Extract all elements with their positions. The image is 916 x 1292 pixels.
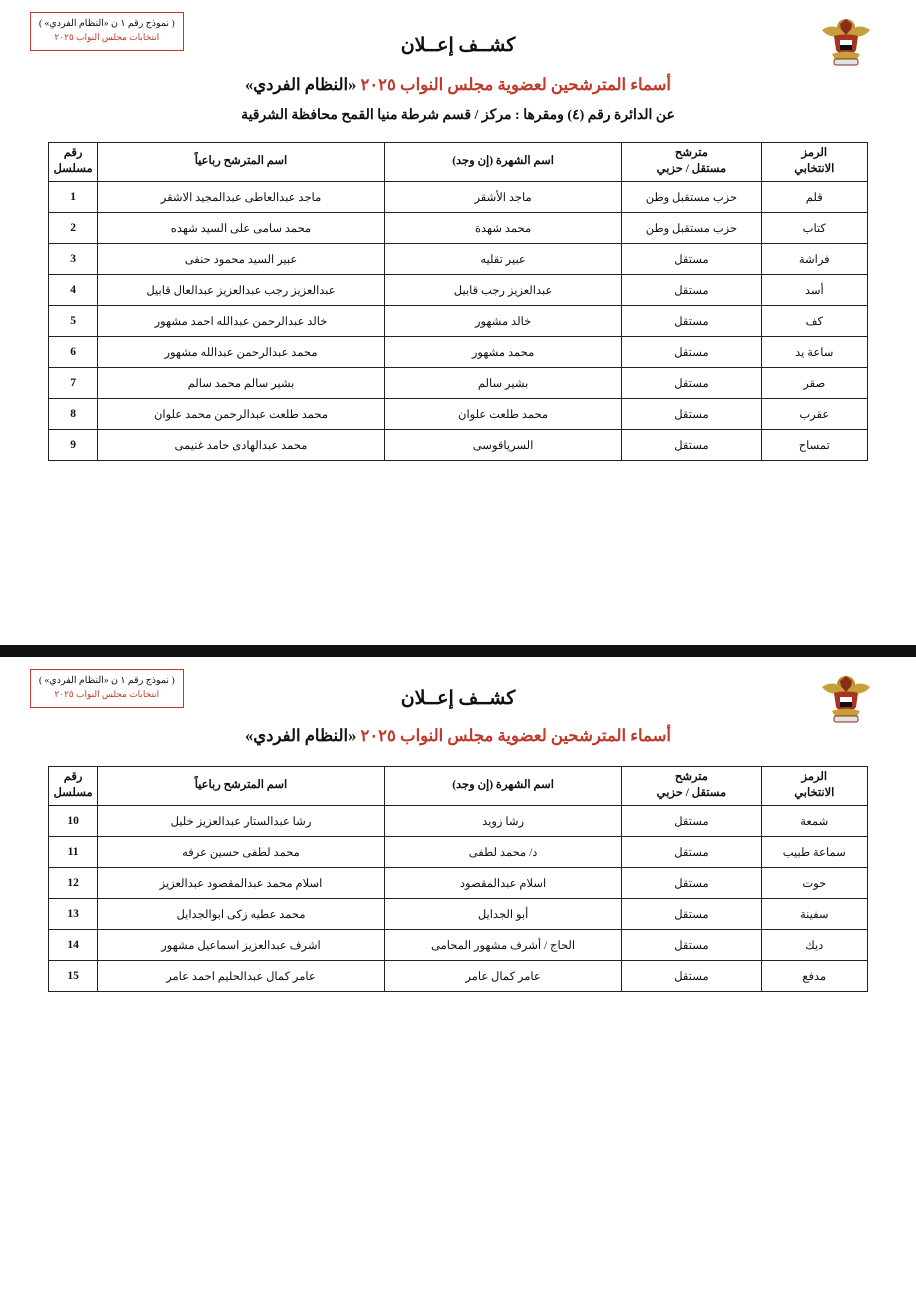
cell-name: محمد عبدالرحمن عبدالله مشهور — [98, 337, 385, 368]
cell-symbol: مدفع — [761, 961, 867, 992]
candidates-table-2 — [48, 766, 868, 992]
cell-symbol: قلم — [761, 182, 867, 213]
cell-name: محمد لطفى حسين عرفه — [98, 837, 385, 868]
cell-name: محمد طلعت عبدالرحمن محمد علوان — [98, 399, 385, 430]
table-row — [49, 244, 868, 275]
cell-fame: محمد طلعت علوان — [384, 399, 622, 430]
cell-name: رشا عبدالستار عبدالعزيز خليل — [98, 806, 385, 837]
cell-number: 5 — [49, 306, 98, 337]
cell-name: بشير سالم محمد سالم — [98, 368, 385, 399]
cell-fame: اسلام عبدالمقصود — [384, 868, 622, 899]
cell-name: اشرف عبدالعزيز اسماعيل مشهور — [98, 930, 385, 961]
cell-symbol: سماعة طبيب — [761, 837, 867, 868]
table-row — [49, 837, 868, 868]
col-header-symbol — [761, 143, 867, 182]
document-page-1 — [0, 0, 916, 645]
cell-symbol: سفينة — [761, 899, 867, 930]
cell-affiliation: مستقل — [622, 306, 761, 337]
page-separator — [0, 645, 916, 657]
cell-fame: ماجد الأشقر — [384, 182, 622, 213]
table-row — [49, 930, 868, 961]
table-header-row — [49, 143, 868, 182]
page-subtitle — [0, 75, 916, 95]
cell-fame: الحاج / أشرف مشهور المحامى — [384, 930, 622, 961]
col-header-name: اسم المترشح رباعياً — [98, 143, 385, 182]
cell-number: 4 — [49, 275, 98, 306]
cell-affiliation: حزب مستقبل وطن — [622, 213, 761, 244]
col-header-fame: اسم الشهرة (إن وجد) — [384, 143, 622, 182]
col-header-symbol-line1: الرمز — [801, 771, 828, 784]
cell-number: 8 — [49, 399, 98, 430]
col-header-affiliation — [622, 143, 761, 182]
document-page-2 — [0, 657, 916, 1292]
cell-symbol: كف — [761, 306, 867, 337]
cell-affiliation: مستقل — [622, 899, 761, 930]
table-row — [49, 337, 868, 368]
table-row — [49, 275, 868, 306]
cell-affiliation: مستقل — [622, 806, 761, 837]
cell-name: عبير السيد محمود حنفى — [98, 244, 385, 275]
cell-name: خالد عبدالرحمن عبدالله احمد مشهور — [98, 306, 385, 337]
col-header-affiliation-line1: مترشح — [674, 147, 708, 160]
table-row — [49, 306, 868, 337]
col-header-affiliation-line1: مترشح — [674, 771, 708, 784]
page-subtitle-red: أسماء المترشحين لعضوية مجلس النواب ٢٠٢٥ — [360, 75, 671, 94]
cell-number: 15 — [49, 961, 98, 992]
col-header-number-line2: مسلسل — [53, 787, 93, 799]
col-header-affiliation — [622, 767, 761, 806]
page-title: كشــف إعــلان — [400, 688, 516, 709]
cell-symbol: ساعة يد — [761, 337, 867, 368]
col-header-symbol-line2: الانتخابي — [794, 787, 835, 799]
cell-affiliation: حزب مستقبل وطن — [622, 182, 761, 213]
form-stamp-line2: انتخابات مجلس النواب ٢٠٢٥ — [54, 32, 160, 43]
cell-affiliation: مستقل — [622, 868, 761, 899]
page-title: كشــف إعــلان — [400, 35, 516, 56]
cell-fame: د/ محمد لطفى — [384, 837, 622, 868]
col-header-number-line1: رقم — [63, 147, 83, 160]
cell-name: ماجد عبدالعاطى عبدالمجيد الاشقر — [98, 182, 385, 213]
table-row — [49, 868, 868, 899]
table-row — [49, 899, 868, 930]
col-header-affiliation-line2: مستقل / حزبي — [656, 163, 727, 175]
table-row — [49, 368, 868, 399]
col-header-fame: اسم الشهرة (إن وجد) — [384, 767, 622, 806]
cell-affiliation: مستقل — [622, 961, 761, 992]
cell-fame: محمد مشهور — [384, 337, 622, 368]
table-header-row — [49, 767, 868, 806]
col-header-number — [49, 143, 98, 182]
cell-symbol: عقرب — [761, 399, 867, 430]
cell-name: محمد عطيه زكى ابوالجدايل — [98, 899, 385, 930]
cell-symbol: كتاب — [761, 213, 867, 244]
form-stamp — [30, 669, 184, 708]
table-row — [49, 213, 868, 244]
form-stamp-line1: ( نموذج رقم ١ ن «النظام الفردي» ) — [39, 19, 175, 29]
cell-affiliation: مستقل — [622, 244, 761, 275]
cell-symbol: أسد — [761, 275, 867, 306]
cell-name: عبدالعزيز رجب عبدالعزيز عبدالعال قابيل — [98, 275, 385, 306]
egypt-eagle-emblem-icon — [818, 667, 874, 725]
egypt-eagle-emblem-icon — [818, 10, 874, 68]
col-header-name: اسم المترشح رباعياً — [98, 767, 385, 806]
cell-symbol: صقر — [761, 368, 867, 399]
cell-fame: بشير سالم — [384, 368, 622, 399]
table-row — [49, 961, 868, 992]
cell-number: 12 — [49, 868, 98, 899]
page-subtitle-red: أسماء المترشحين لعضوية مجلس النواب ٢٠٢٥ — [360, 726, 671, 745]
cell-number: 1 — [49, 182, 98, 213]
col-header-symbol-line2: الانتخابي — [794, 163, 835, 175]
table-row — [49, 806, 868, 837]
cell-fame: السرياقوسى — [384, 430, 622, 461]
col-header-symbol-line1: الرمز — [801, 147, 828, 160]
cell-symbol: ديك — [761, 930, 867, 961]
cell-fame: عبير تقليه — [384, 244, 622, 275]
candidates-table-1 — [48, 142, 868, 461]
cell-affiliation: مستقل — [622, 368, 761, 399]
cell-number: 3 — [49, 244, 98, 275]
cell-symbol: حوت — [761, 868, 867, 899]
cell-affiliation: مستقل — [622, 837, 761, 868]
cell-affiliation: مستقل — [622, 430, 761, 461]
cell-affiliation: مستقل — [622, 399, 761, 430]
col-header-number-line1: رقم — [63, 771, 83, 784]
col-header-affiliation-line2: مستقل / حزبي — [656, 787, 727, 799]
cell-number: 9 — [49, 430, 98, 461]
col-header-number-line2: مسلسل — [53, 163, 93, 175]
cell-name: عامر كمال عبدالحليم احمد عامر — [98, 961, 385, 992]
cell-fame: خالد مشهور — [384, 306, 622, 337]
cell-name: محمد سامى على السيد شهده — [98, 213, 385, 244]
cell-number: 7 — [49, 368, 98, 399]
cell-number: 14 — [49, 930, 98, 961]
cell-symbol: تمساح — [761, 430, 867, 461]
page-subtitle — [0, 726, 916, 746]
cell-number: 2 — [49, 213, 98, 244]
cell-affiliation: مستقل — [622, 275, 761, 306]
cell-name: محمد عبدالهادى حامد غنيمى — [98, 430, 385, 461]
table-row — [49, 430, 868, 461]
cell-name: اسلام محمد عبدالمقصود عبدالعزيز — [98, 868, 385, 899]
cell-number: 13 — [49, 899, 98, 930]
form-stamp — [30, 12, 184, 51]
cell-symbol: فراشة — [761, 244, 867, 275]
cell-number: 6 — [49, 337, 98, 368]
cell-fame: رشا زويد — [384, 806, 622, 837]
cell-fame: أبو الجدايل — [384, 899, 622, 930]
cell-fame: عبدالعزيز رجب قابيل — [384, 275, 622, 306]
form-stamp-line1: ( نموذج رقم ١ ن «النظام الفردي» ) — [39, 676, 175, 686]
cell-affiliation: مستقل — [622, 337, 761, 368]
cell-symbol: شمعة — [761, 806, 867, 837]
district-line: عن الدائرة رقم (٤) ومقرها : مركز / قسم شرطة منيا القمح محافظة الشرقية — [241, 108, 675, 123]
table-row — [49, 182, 868, 213]
cell-fame: عامر كمال عامر — [384, 961, 622, 992]
page-subtitle-black: «النظام الفردي» — [245, 726, 357, 745]
page-subtitle-black: «النظام الفردي» — [245, 75, 357, 94]
table-row — [49, 399, 868, 430]
col-header-number — [49, 767, 98, 806]
cell-fame: محمد شهدة — [384, 213, 622, 244]
col-header-symbol — [761, 767, 867, 806]
cell-affiliation: مستقل — [622, 930, 761, 961]
cell-number: 11 — [49, 837, 98, 868]
form-stamp-line2: انتخابات مجلس النواب ٢٠٢٥ — [54, 689, 160, 700]
cell-number: 10 — [49, 806, 98, 837]
